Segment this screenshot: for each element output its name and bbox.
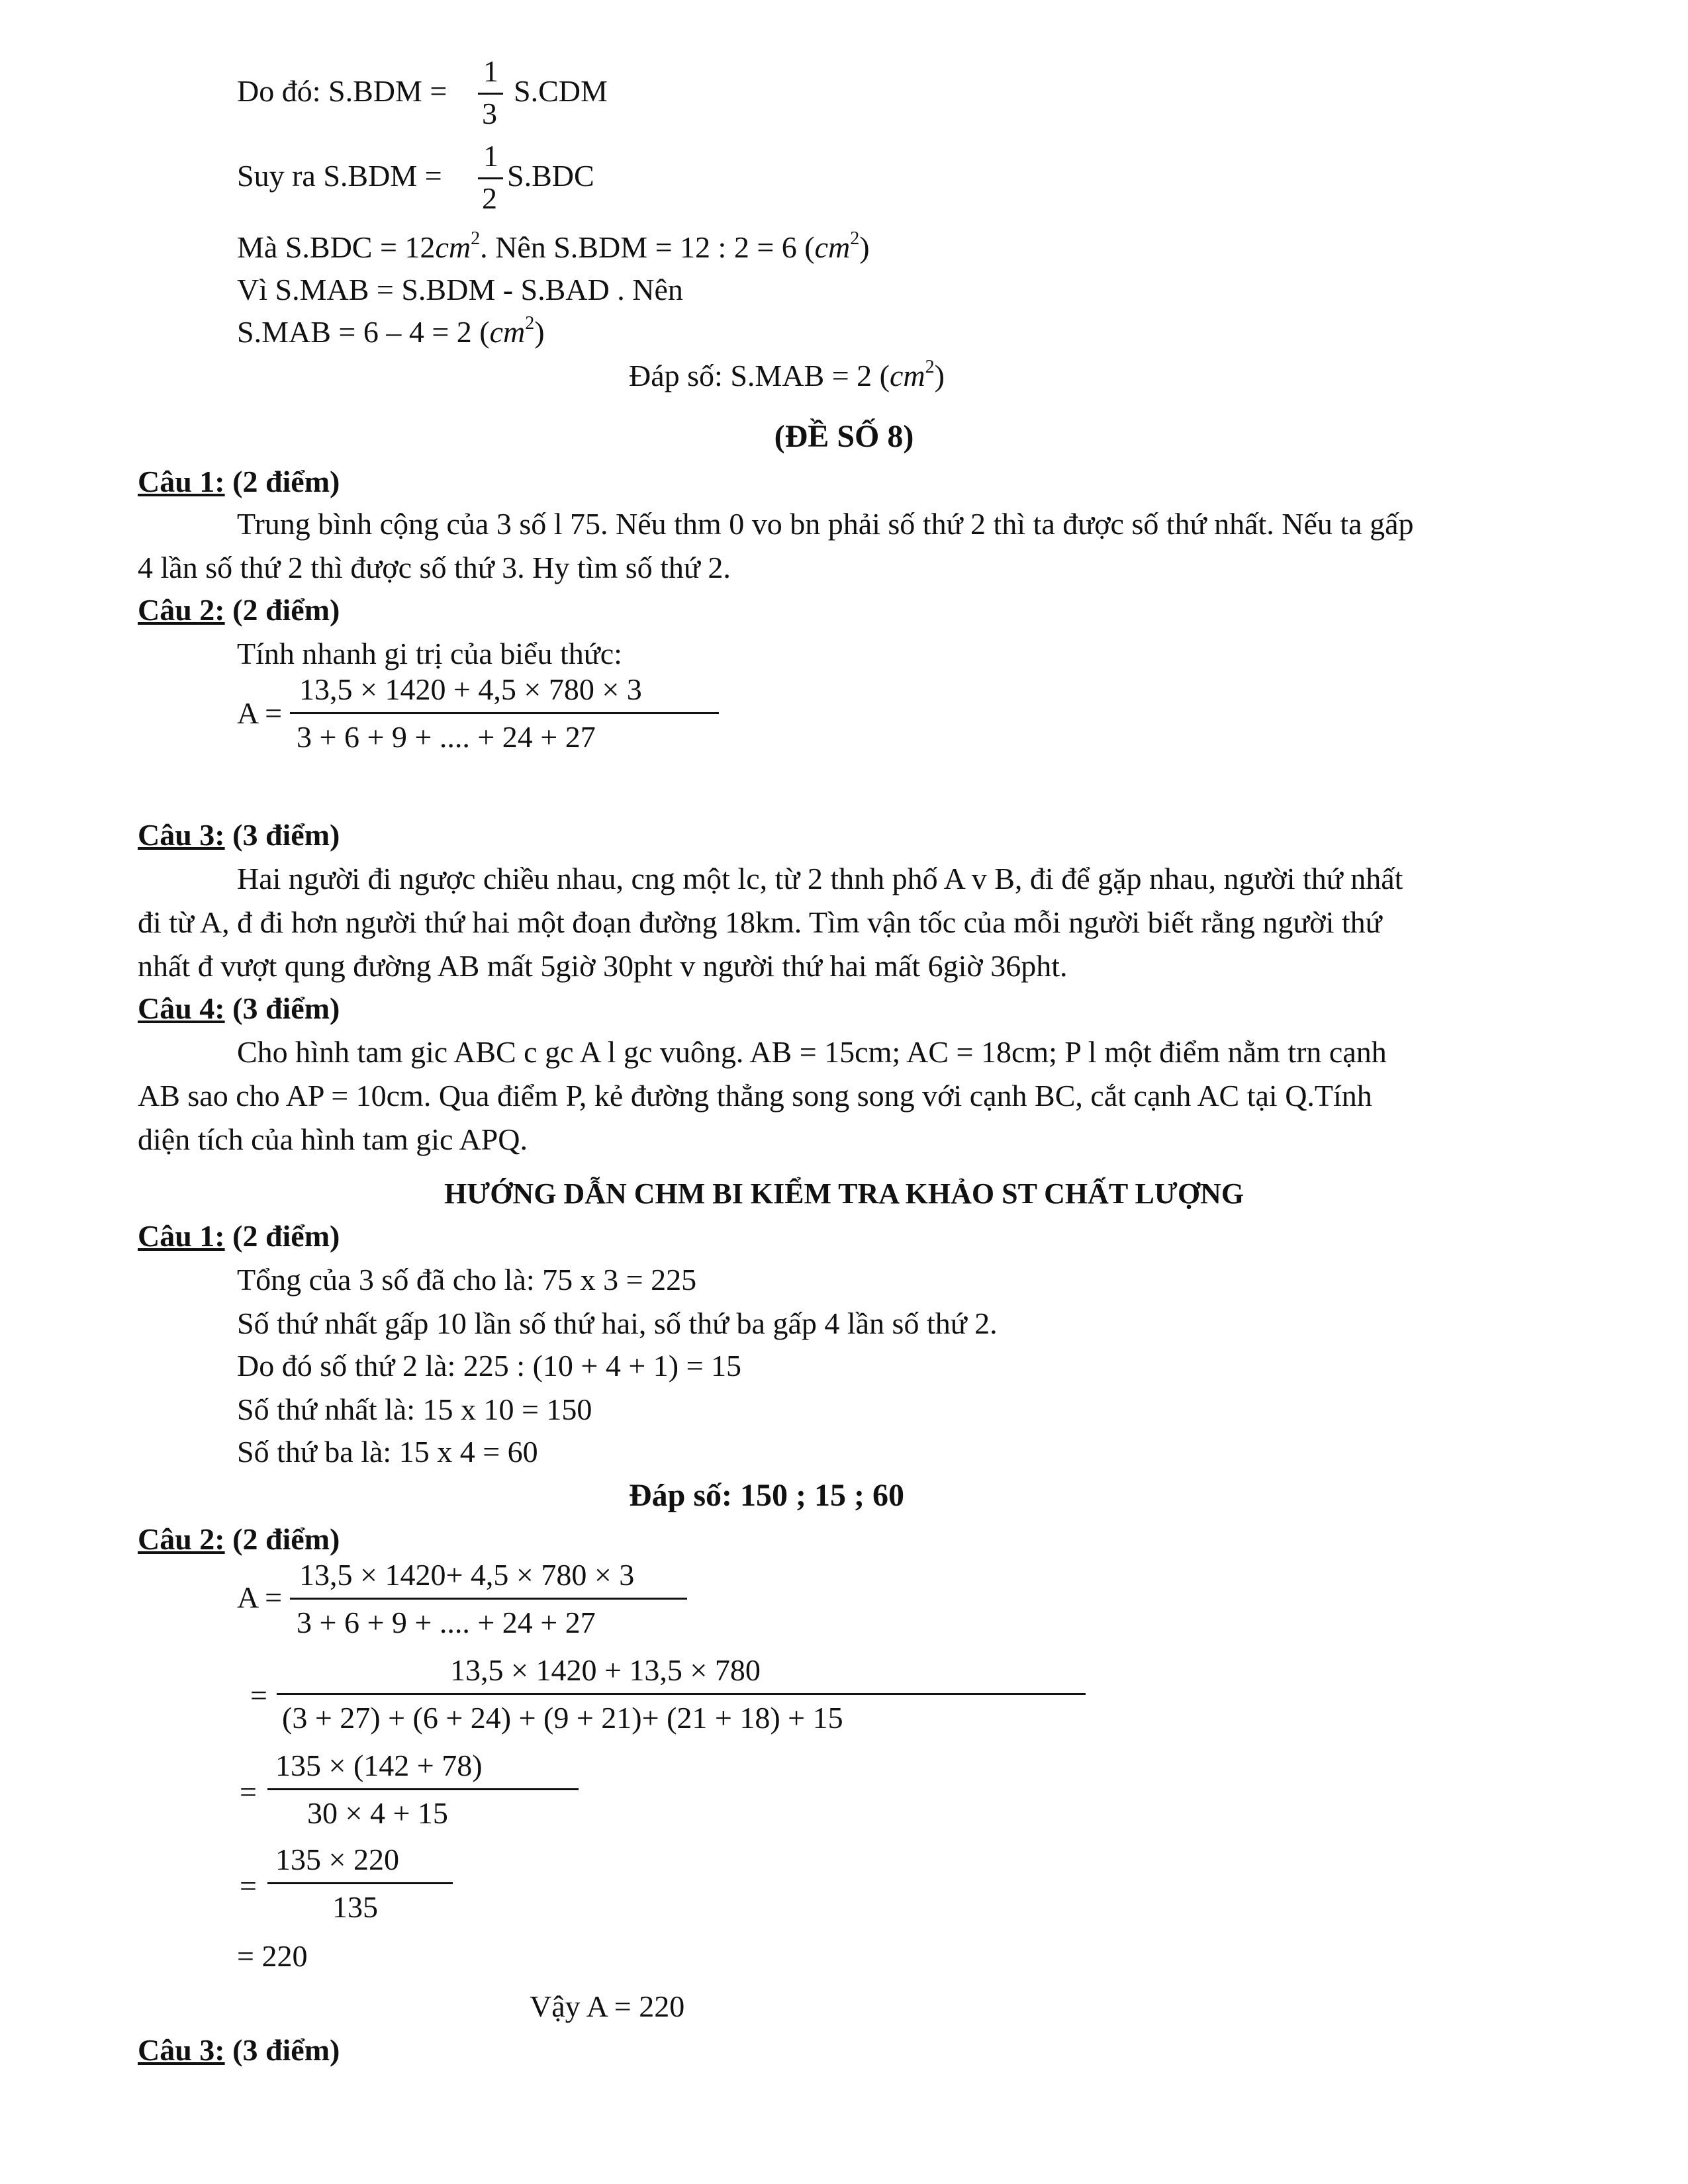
top-line-2-post: S.BDC bbox=[507, 159, 594, 193]
fraction-numerator: 135 × (142 + 78) bbox=[275, 1749, 483, 1782]
fraction-numerator: 13,5 × 1420 + 13,5 × 780 bbox=[450, 1653, 761, 1687]
guide-q1-line-3: Do đó số thứ 2 là: 225 : (10 + 4 + 1) = 15 bbox=[237, 1349, 742, 1383]
question-3-line-2: đi từ A, đ đi hơn người thứ hai một đoạn đường 18km. Tìm vận tốc của mỗi người biết rằng người thứ bbox=[138, 905, 1382, 939]
question-2-heading: Câu 2: (2 điểm) bbox=[138, 593, 340, 627]
fraction-numerator: 13,5 × 1420 + 4,5 × 780 × 3 bbox=[299, 672, 642, 706]
question-4-heading: Câu 4: (3 điểm) bbox=[138, 991, 340, 1025]
fraction-numerator: 1 bbox=[483, 139, 498, 173]
fraction-denominator: 2 bbox=[482, 181, 497, 215]
guide-q1-line-4: Số thứ nhất là: 15 x 10 = 150 bbox=[237, 1392, 592, 1426]
question-2-lhs: A = bbox=[237, 696, 283, 730]
guide-question-2-heading: Câu 2: (2 điểm) bbox=[138, 1522, 340, 1556]
top-line-1-post: S.CDM bbox=[514, 74, 608, 108]
question-3-line-3: nhất đ vượt qung đường AB mất 5giờ 30pht v người thứ hai mất 6giờ 36pht. bbox=[138, 949, 1068, 983]
fraction-bar bbox=[267, 1788, 579, 1790]
fraction-denominator: (3 + 27) + (6 + 24) + (9 + 21)+ (21 + 18) + 15 bbox=[282, 1701, 843, 1735]
question-4-line-1: Cho hình tam gic ABC c gc A l gc vuông. AB = 15cm; AC = 18cm; P l một điểm nằm trn cạnh bbox=[237, 1035, 1387, 1069]
fraction-denominator: 3 + 6 + 9 + .... + 24 + 27 bbox=[297, 720, 596, 754]
guide-title: HƯỚNG DẪN CHM BI KIỂM TRA KHẢO ST CHẤT LƯỢNG bbox=[444, 1177, 1244, 1210]
fraction-bar bbox=[277, 1693, 1086, 1695]
guide-question-3-heading: Câu 3: (3 điểm) bbox=[138, 2033, 340, 2067]
top-line-5: S.MAB = 6 – 4 = 2 $(cm^2)$ bbox=[237, 313, 545, 349]
top-line-1-pre: Do đó: S.BDM = bbox=[237, 74, 447, 108]
fraction-denominator: 3 + 6 + 9 + .... + 24 + 27 bbox=[297, 1606, 596, 1639]
guide-q1-line-2: Số thứ nhất gấp 10 lần số thứ hai, số thứ ba gấp 4 lần số thứ 2. bbox=[237, 1306, 998, 1340]
fraction-denominator: 30 × 4 + 15 bbox=[307, 1796, 448, 1830]
fraction-denominator: 135 bbox=[332, 1890, 378, 1924]
question-3-line-1: Hai người đi ngược chiều nhau, cng một lc, từ 2 thnh phố A v B, đi để gặp nhau, người thứ nhất bbox=[237, 862, 1403, 895]
guide-q1-line-1: Tổng của 3 số đã cho là: 75 x 3 = 225 bbox=[237, 1263, 697, 1297]
guide-q1-answer: Đáp số: 150 ; 15 ; 60 bbox=[629, 1478, 904, 1513]
guide-q2-conclusion: Vậy A = 220 bbox=[530, 1989, 685, 2023]
fraction-numerator: 135 × 220 bbox=[275, 1843, 399, 1876]
exam-title: (ĐỀ SỐ 8) bbox=[774, 419, 914, 454]
fraction-numerator: 1 bbox=[483, 54, 498, 88]
fraction-bar bbox=[290, 712, 719, 714]
fraction-bar bbox=[478, 177, 503, 179]
fraction-numerator: 13,5 × 1420+ 4,5 × 780 × 3 bbox=[299, 1558, 635, 1592]
guide-q2-result: = 220 bbox=[237, 1939, 308, 1973]
question-4-line-2: AB sao cho AP = 10cm. Qua điểm P, kẻ đường thẳng song song với cạnh BC, cắt cạnh AC tại Q.Tính bbox=[138, 1079, 1372, 1113]
question-2-line-1: Tính nhanh gi trị của biểu thức: bbox=[237, 637, 622, 670]
fraction-bar bbox=[478, 93, 503, 95]
guide-q2-eq-2: = bbox=[250, 1678, 267, 1712]
fraction-denominator: 3 bbox=[482, 97, 497, 130]
question-3-heading: Câu 3: (3 điểm) bbox=[138, 818, 340, 852]
guide-question-1-heading: Câu 1: (2 điểm) bbox=[138, 1219, 340, 1253]
fraction-bar bbox=[267, 1882, 453, 1884]
question-1-heading: Câu 1: (2 điểm) bbox=[138, 465, 340, 498]
guide-q1-line-5: Số thứ ba là: 15 x 4 = 60 bbox=[237, 1435, 538, 1469]
top-line-3: Mà $S.BDC = 12cm^2$. Nên S.BDM = 12 : 2 = 6 $(cm^2)$ bbox=[237, 228, 870, 264]
guide-q2-eq-3: = bbox=[240, 1775, 257, 1809]
question-1-line-1: Trung bình cộng của 3 số l 75. Nếu thm 0 vo bn phải số thứ 2 thì ta được số thứ nhất. Nếu ta gấp bbox=[237, 507, 1414, 541]
top-line-4: Vì S.MAB = S.BDM - S.BAD . Nên bbox=[237, 273, 683, 306]
guide-q2-eq-4: = bbox=[240, 1869, 257, 1903]
question-1-line-2: 4 lần số thứ 2 thì được số thứ 3. Hy tìm số thứ 2. bbox=[138, 551, 731, 584]
fraction-bar bbox=[290, 1598, 687, 1600]
top-line-2-pre: Suy ra S.BDM = bbox=[237, 159, 442, 193]
top-answer: Đáp số: S.MAB = 2 $(cm^2)$ bbox=[629, 357, 945, 392]
guide-q2-lhs: A = bbox=[237, 1580, 283, 1614]
question-4-line-3: diện tích của hình tam gic APQ. bbox=[138, 1122, 528, 1156]
